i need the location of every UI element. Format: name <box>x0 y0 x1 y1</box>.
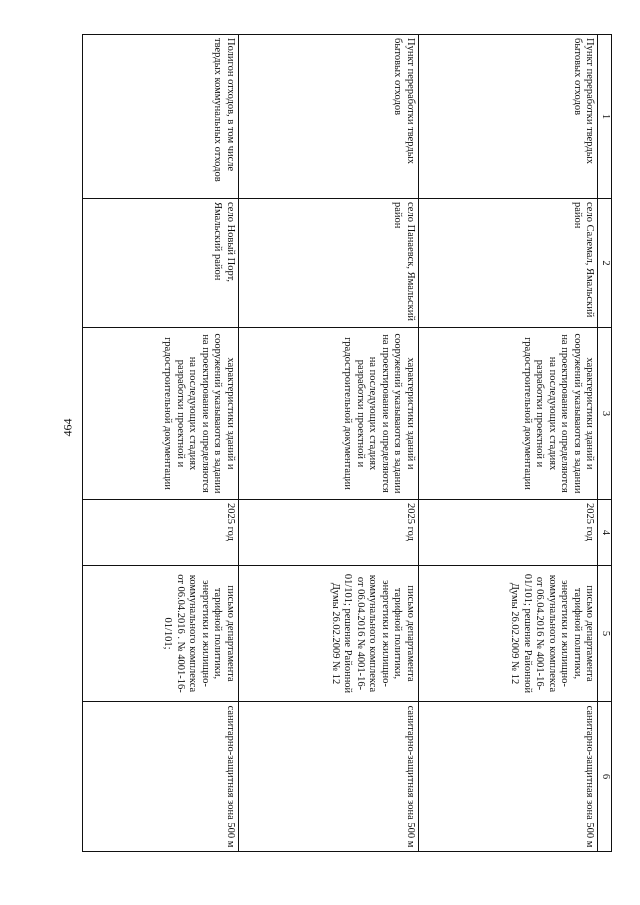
page-number: 464 <box>60 418 75 437</box>
characteristics-cell: характеристики зданий и сооружений указываются в задании на проектирование и определяются на последующих стадиях разработки проектной и градостроительной документации <box>418 328 598 500</box>
year-cell: 2025 год <box>83 500 239 566</box>
year-cell: 2025 год <box>418 500 598 566</box>
basis-cell: письмо департамента тарифной политики, энергетики и жилищно-коммунального комплекса от 06.04.2016 № 4001-16-01/101; решение Районной Думы 26.02.2009 № 12 <box>418 566 598 702</box>
location-cell: село Салемал, Ямальский район <box>418 199 598 328</box>
object-name-cell: Пункт переработки твердых бытовых отходов <box>418 35 598 199</box>
objects-table <box>82 34 612 852</box>
object-name-cell: Полигон отходов, в том числе твердых коммунальных отходов <box>83 35 239 199</box>
location-cell: село Панаевск, Ямальский район <box>238 199 418 328</box>
header-row <box>598 35 612 852</box>
characteristics-cell: характеристики зданий и сооружений указываются в задании на проектирование и определяются на последующих стадиях разработки проектной и градостроительной документации <box>238 328 418 500</box>
table-row <box>418 35 598 852</box>
object-name-cell: Пункт переработки твердых бытовых отходов <box>238 35 418 199</box>
basis-cell: письмо департамента тарифной политики, энергетики и жилищно-коммунального комплекса от 06.04.2016 . № 4001-16-01/101; <box>83 566 239 702</box>
year-cell: 2025 год <box>238 500 418 566</box>
column-header-3: 3 <box>598 328 612 500</box>
column-header-6: 6 <box>598 702 612 852</box>
column-header-2: 2 <box>598 199 612 328</box>
basis-cell: письмо департамента тарифной политики, энергетики и жилищно-коммунального комплекса от 06.04.2016 № 4001-16-01/101; решение Районной Думы 26.02.2009 № 12 <box>238 566 418 702</box>
zone-cell: санитарно-защитная зона 500 м <box>418 702 598 852</box>
zone-cell: санитарно-защитная зона 500 м <box>238 702 418 852</box>
characteristics-cell: характеристики зданий и сооружений указываются в задании на проектирование и определяются на последующих стадиях разработки проектной и градостроительной документации <box>83 328 239 500</box>
table-row <box>83 35 239 852</box>
table-row <box>238 35 418 852</box>
column-header-1: 1 <box>598 35 612 199</box>
zone-cell: санитарно-защитная зона 500 м <box>83 702 239 852</box>
column-header-5: 5 <box>598 566 612 702</box>
location-cell: село Новый Порт, Ямальский район <box>83 199 239 328</box>
column-header-4: 4 <box>598 500 612 566</box>
